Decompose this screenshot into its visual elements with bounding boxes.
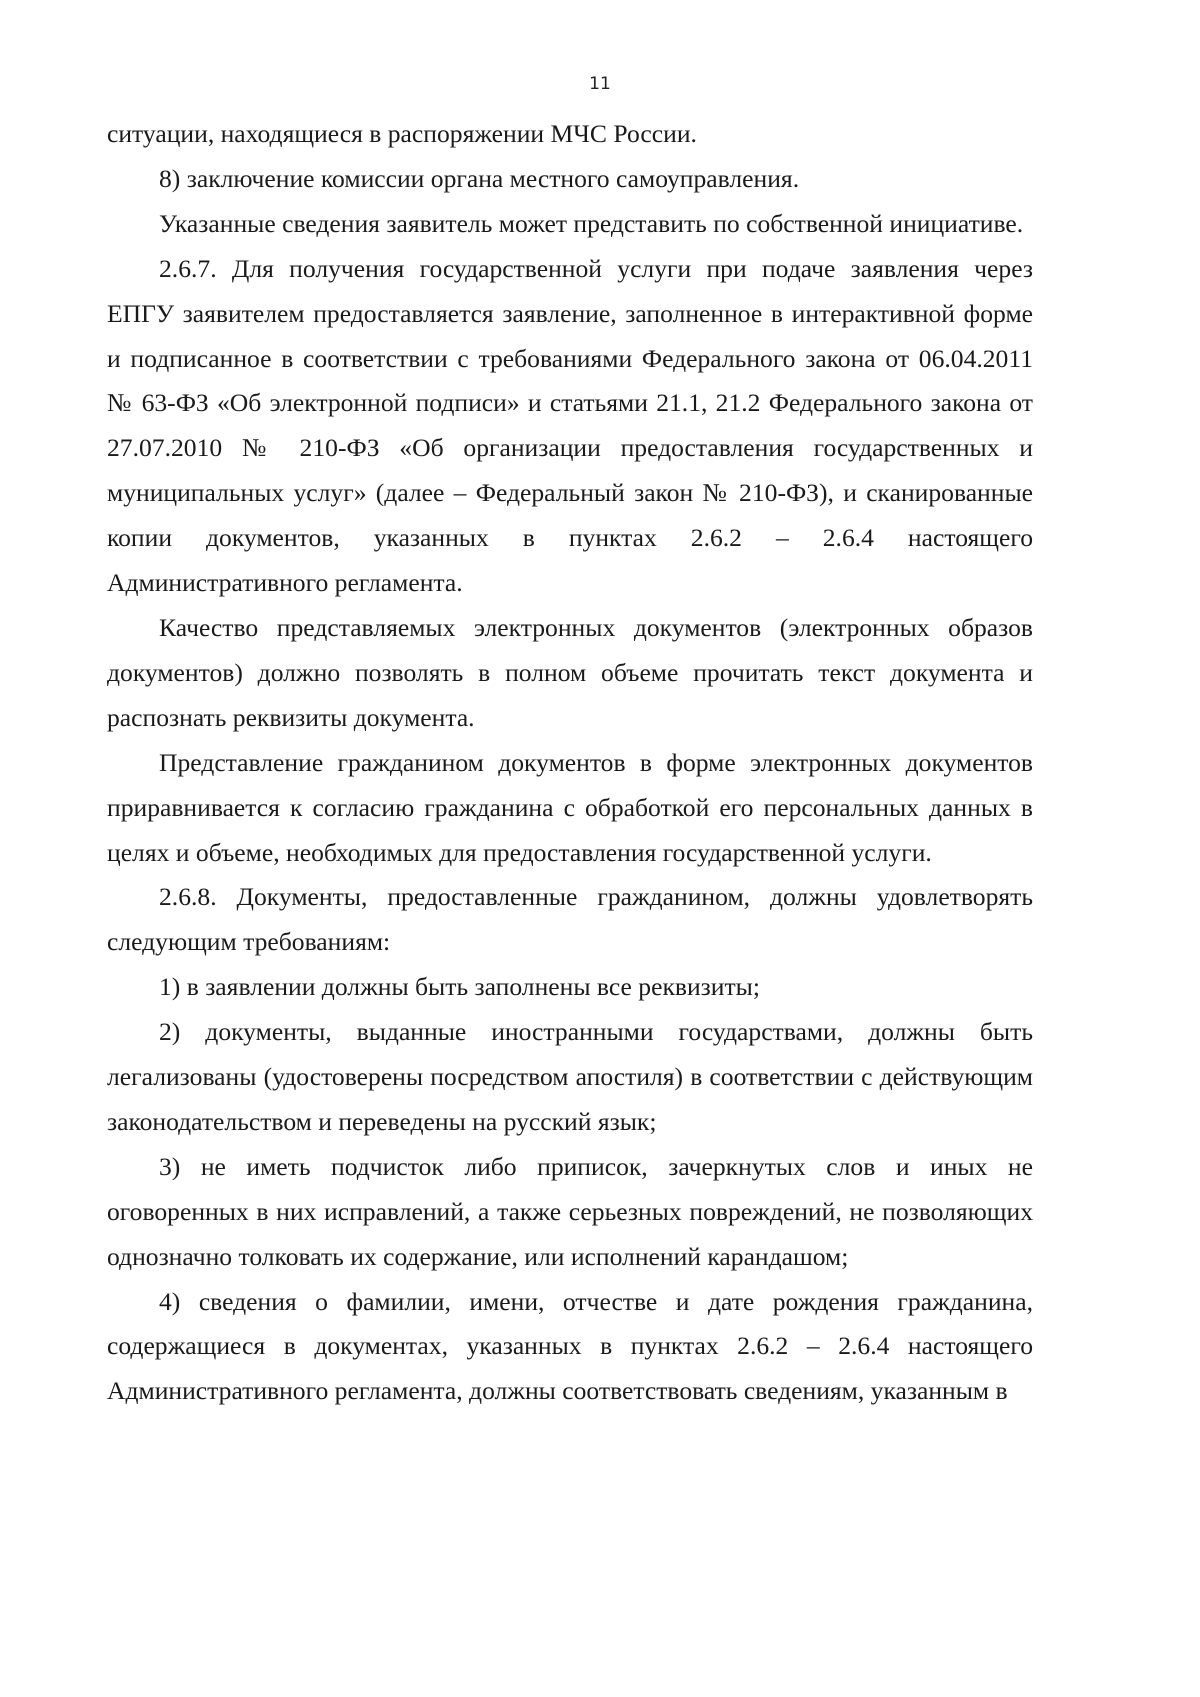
paragraph-2-6-7: 2.6.7. Для получения государственной услуги при подаче заявления через ЕПГУ заявителем предоставляется заявление, заполненное в интерактивной форме и подписанное в соответствии с требованиями Федерального закона от 06.04.2011 № 63-ФЗ «Об электронной подписи» и статьями 21.1, 21.2 Федерального закона от 27.07.2010 № 210-ФЗ «Об организации предоставления государственных и муниципальных услуг» (далее – Федеральный закон № 210-ФЗ), и сканированные копии документов, указанных в пунктах 2.6.2 – 2.6.4 настоящего Административного регламента.: [107, 253, 1033, 598]
page-number: 11: [589, 74, 611, 94]
paragraph-item-8: 8) заключение комиссии органа местного самоуправления.: [159, 163, 800, 193]
requirement-1: 1) в заявлении должны быть заполнены все реквизиты;: [159, 972, 760, 1002]
requirement-3: 3) не иметь подчисток либо приписок, зачеркнутых слов и иных не оговоренных в них исправлений, а также серьезных повреждений, не позволяющих однозначно толковать их содержание, или исполнений карандашом;: [107, 1151, 1033, 1271]
paragraph-consent: Представление гражданином документов в форме электронных документов приравнивается к согласию гражданина с обработкой его персональных данных в целях и объеме, необходимых для предоставления государственной услуги.: [107, 747, 1033, 867]
paragraph-2-6-8: 2.6.8. Документы, предоставленные гражданином, должны удовлетворять следующим требованиям:: [107, 882, 1033, 957]
requirement-4: 4) сведения о фамилии, имени, отчестве и дате рождения гражданина, содержащиеся в документах, указанных в пунктах 2.6.2 – 2.6.4 настоящего Административного регламента, должны соответствовать сведениям, указанным в: [107, 1286, 1033, 1406]
requirement-2: 2) документы, выданные иностранными государствами, должны быть легализованы (удостоверены посредством апостиля) в соответствии с действующим законодательством и переведены на русский язык;: [107, 1017, 1033, 1136]
paragraph-document-quality: Качество представляемых электронных документов (электронных образов документов) должно позволять в полном объеме прочитать текст документа и распознать реквизиты документа.: [107, 612, 1033, 732]
document-body: [107, 112, 1033, 1414]
paragraph-own-initiative: Указанные сведения заявитель может представить по собственной инициативе.: [159, 208, 1024, 238]
paragraph-continuation: ситуации, находящиеся в распоряжении МЧС России.: [107, 119, 697, 148]
